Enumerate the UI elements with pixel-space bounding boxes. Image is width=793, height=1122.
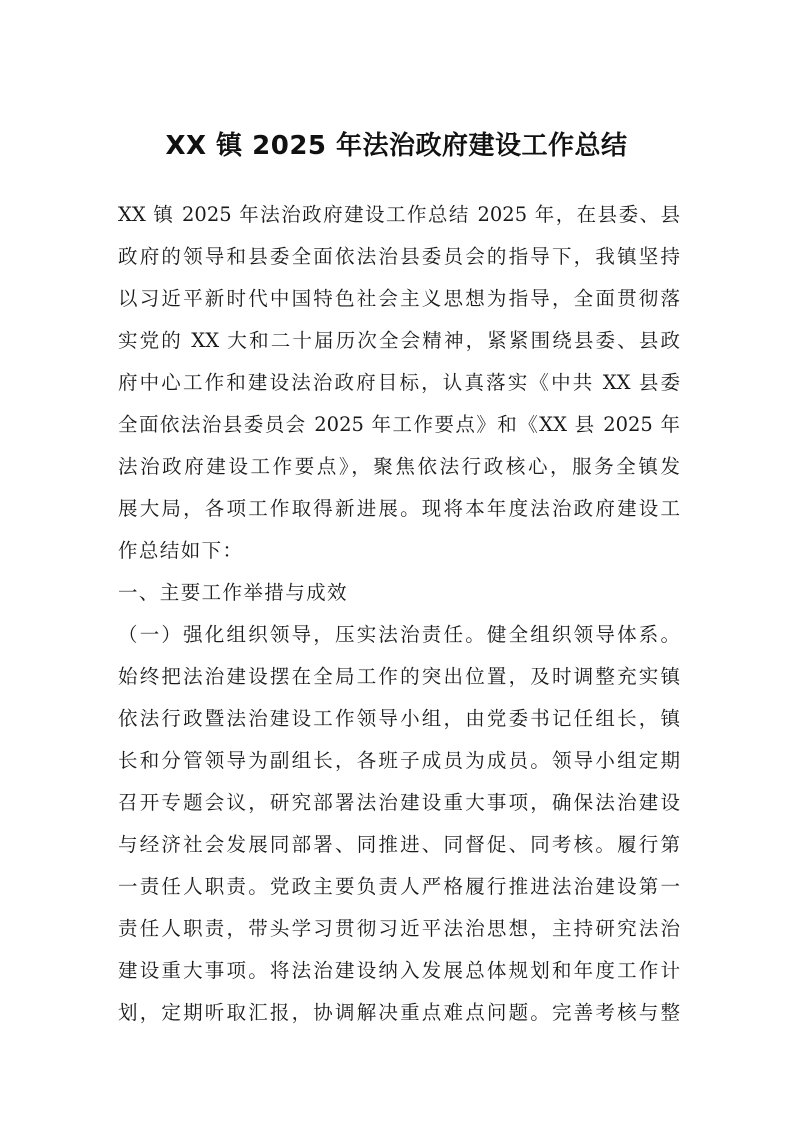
body-line: 建设重大事项。将法治建设纳入发展总体规划和年度工作计	[118, 959, 680, 982]
body-line: 依法行政暨法治建设工作领导小组，由党委书记任组长，镇	[118, 707, 680, 730]
body-line: 全面依法治县委员会 2025 年工作要点》和《XX 县 2025 年	[118, 413, 680, 436]
body-line: 一责任人职责。党政主要负责人严格履行推进法治建设第一	[118, 875, 680, 898]
body-line: 展大局，各项工作取得新进展。现将本年度法治政府建设工	[118, 497, 680, 520]
body-line: 长和分管领导为副组长，各班子成员为成员。领导小组定期	[118, 749, 680, 772]
body-line: 实党的 XX 大和二十届历次全会精神，紧紧围绕县委、县政	[118, 329, 680, 352]
document-body	[118, 194, 680, 1034]
body-line: 法治政府建设工作要点》，聚焦依法行政核心，服务全镇发	[118, 455, 680, 478]
body-line: 作总结如下：	[118, 539, 244, 562]
body-line: 召开专题会议，研究部署法治建设重大事项，确保法治建设	[118, 791, 680, 814]
body-line: 始终把法治建设摆在全局工作的突出位置，及时调整充实镇	[118, 665, 680, 688]
body-line: 与经济社会发展同部署、同推进、同督促、同考核。履行第	[118, 833, 680, 856]
body-line: 责任人职责，带头学习贯彻习近平法治思想，主持研究法治	[118, 917, 680, 940]
body-line: 以习近平新时代中国特色社会主义思想为指导，全面贯彻落	[118, 287, 680, 310]
body-line: 府中心工作和建设法治政府目标，认真落实《中共 XX 县委	[118, 371, 680, 394]
document-title: XX 镇 2025 年法治政府建设工作总结	[165, 131, 628, 161]
body-line: （一）强化组织领导，压实法治责任。健全组织领导体系。	[118, 623, 680, 646]
section-heading: 一、主要工作举措与成效	[118, 581, 348, 604]
body-line: XX 镇 2025 年法治政府建设工作总结 2025 年，在县委、县	[118, 203, 680, 226]
body-line: 划，定期听取汇报，协调解决重点难点问题。完善考核与整	[118, 1001, 680, 1024]
body-line: 政府的领导和县委全面依法治县委员会的指导下，我镇坚持	[118, 245, 680, 268]
